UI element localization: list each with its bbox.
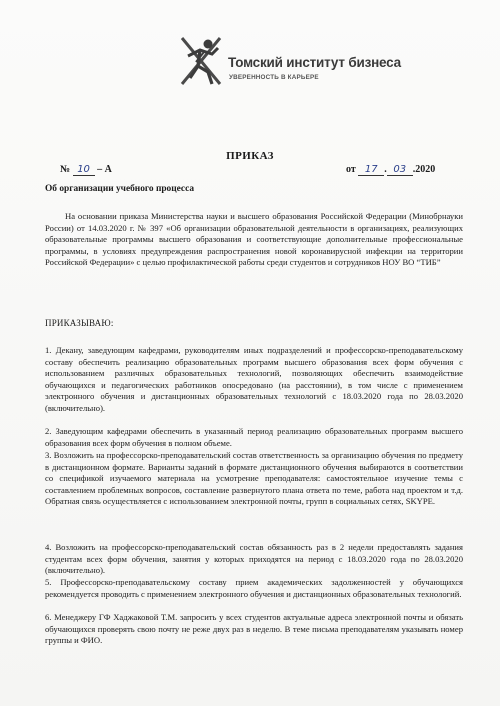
order-date: от 17 . 03 .2020 bbox=[346, 164, 436, 175]
date-day: 17 bbox=[364, 164, 378, 175]
org-tagline: УВЕРЕННОСТЬ В КАРЬЕРЕ bbox=[229, 74, 319, 81]
org-name: Томский институт бизнеса bbox=[228, 55, 401, 70]
date-year: 2020 bbox=[415, 164, 436, 175]
order-item-1: 1. Декану, заведующим кафедрами, руководителям иных подразделений и профессорско-преподавательскому составу обеспечить реализацию образовательных программ высшего образования всех форм обучения с использованием различных образовательных технологий, позволяющих обеспечить взаимодействие обучающихся и педагогических работников опосредовано (на расстоянии), в том числе с применением электронного обучения и дистанционных образовательных технологий с 18.03.2020 года по 28.03.2020 (включительно). bbox=[45, 345, 463, 413]
order-item-2: 2. Заведующим кафедрами обеспечить в указанный период реализацию образовательных программ высшего образования всех форм обучения в полном объеме. bbox=[45, 426, 463, 448]
intro-paragraph: На основании приказа Министерства науки и высшего образования Российской Федерации (Минобрнауки России) от 14.03.2020 г. № 397 «Об организации образовательной деятельности в организациях, реализующих образовательные программы высшего образования и соответствующие дополнительные профессиональные программы, в условиях предупреждения распространения новой коронавирусной инфекции на территории Российской Федерации» с целью профилактической работы среди студентов и сотрудников НОУ ВО “ТИБ” bbox=[45, 211, 463, 267]
order-item-4: 4. Возложить на профессорско-преподавательский состав обязанность раз в 2 недели предоставлять задания студентам всех форм обучения, занятия у которых приходятся на период с 18.03.2020 года по 28.03.2020 (включительно). bbox=[45, 542, 463, 575]
order-item-3: 3. Возложить на профессорско-преподавательский состав ответственность за организацию обучения по предмету в дистанционном формате. Варианты заданий в формате дистанционного обучения выбираются в соответствии со спецификой изучаемого материала на усмотрение преподавателя: самостоятельное изучение темы с составлением проблемных вопросов, составление развернутого плана ответа по теме, работа над проектом и т.д. Обратная связь осуществляется с использованием электронной почты, групп в социальных сетях, SKYPE. bbox=[45, 450, 463, 506]
order-subject: Об организации учебного процесса bbox=[45, 184, 195, 194]
number-value: 10 bbox=[77, 164, 90, 175]
order-number bbox=[60, 164, 112, 176]
date-month: 03 bbox=[393, 164, 407, 175]
number-suffix: – А bbox=[97, 164, 112, 175]
institute-logo-icon bbox=[178, 28, 226, 90]
order-item-6: 6. Менеджеру ГФ Хаджаковой Т.М. запросить у всех студентов актуальные адреса электронной почты и обязать обучающихся проверять свою почту не реже двух раз в неделю. В теме письма преподавателям указывать номер группы и ФИО. bbox=[45, 612, 463, 645]
date-prefix: от bbox=[346, 164, 356, 175]
order-item-5: 5. Профессорско-преподавательскому составу прием академических задолженностей у обучающихся рекомендуется проводить с применением электронного обучения и дистанционных образовательных технологий. bbox=[45, 577, 463, 599]
document-title: ПРИКАЗ bbox=[226, 150, 274, 162]
number-prefix: № bbox=[60, 164, 71, 175]
orders-heading: ПРИКАЗЫВАЮ: bbox=[45, 318, 114, 328]
